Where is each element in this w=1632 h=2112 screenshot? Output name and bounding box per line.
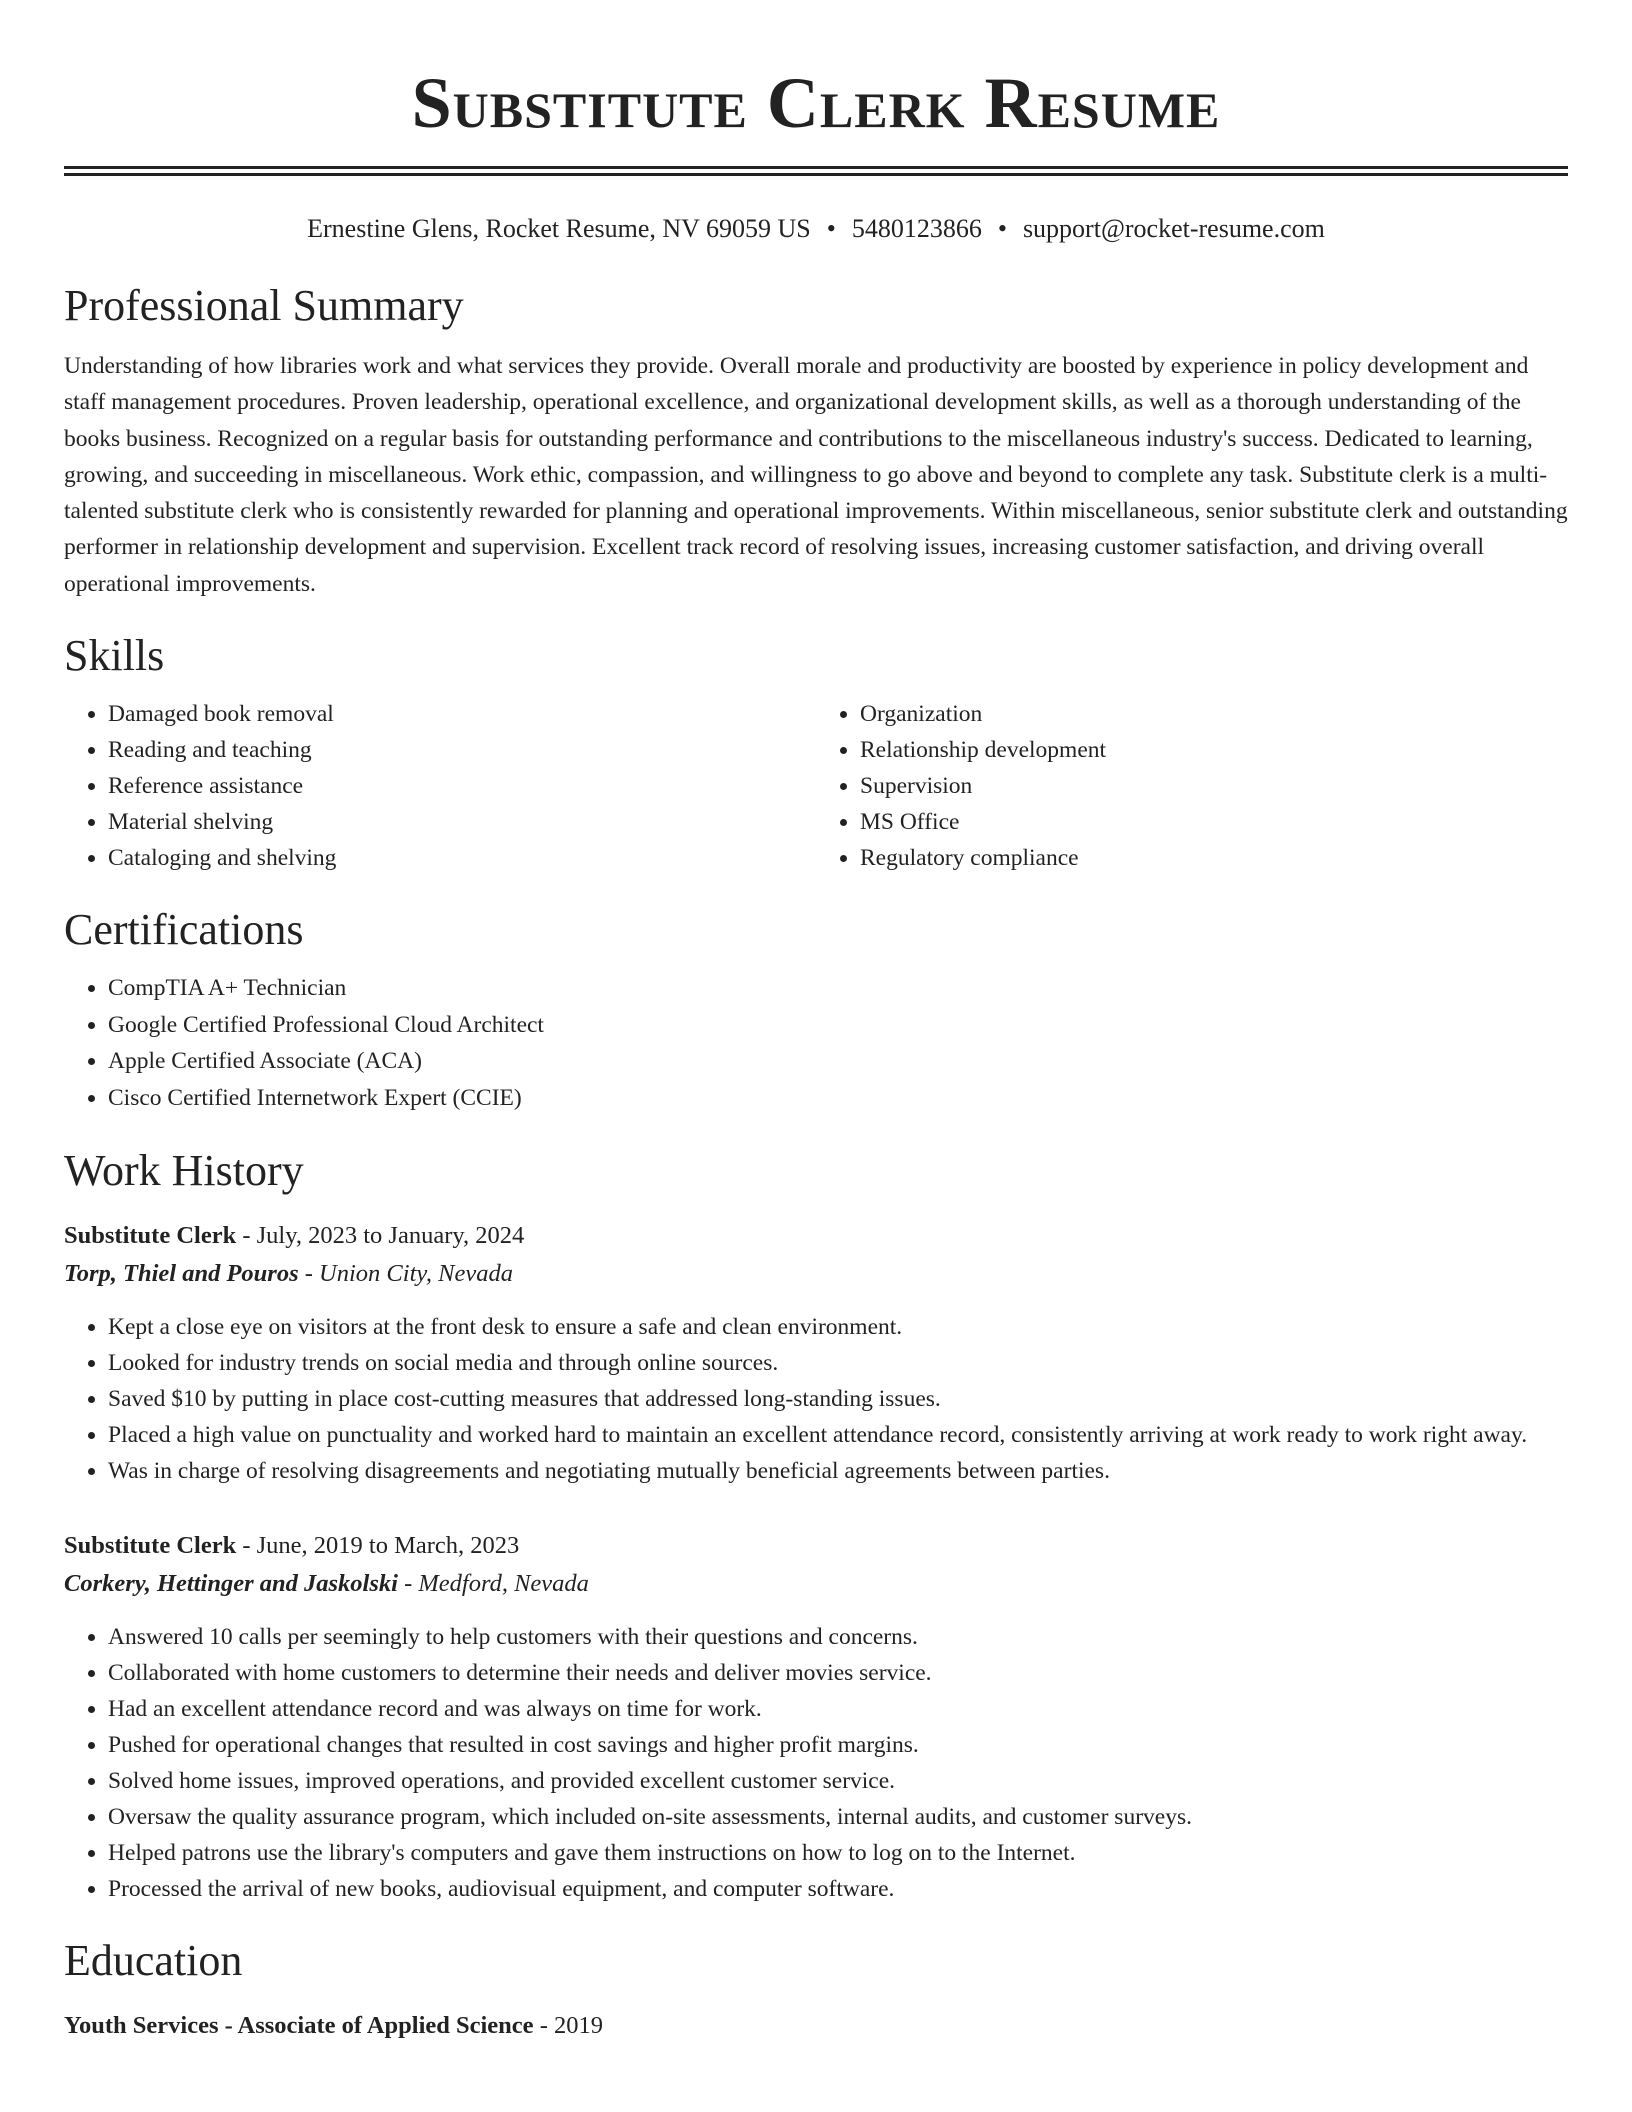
company-location: Medford, Nevada	[418, 1569, 589, 1597]
bullet-separator: •	[826, 214, 836, 243]
certification-item: • Apple Certified Associate (ACA)	[108, 1043, 1568, 1080]
certification-item: • Google Certified Professional Cloud Architect	[108, 1007, 1568, 1044]
company-location: Union City, Nevada	[319, 1259, 513, 1287]
job-duty-item: • Helped patrons use the library's computers and gave them instructions on how to log on to the Internet.	[108, 1835, 1568, 1871]
summary-text: Understanding of how libraries work and what services they provide. Overall morale and productivity are boosted by experience in policy development and staff management procedures. Proven leadership, operational excellence, and organizational development skills, as well as a thorough understanding of the books business. Recognized on a regular basis for outstanding performance and contributions to the miscellaneous industry's success. Dedicated to learning, growing, and succeeding in miscellaneous. Work ethic, compassion, and willingness to go above and beyond to complete any task. Substitute clerk is a multi-talented substitute clerk who is consistently rewarded for planning and operational improvements. Within miscellaneous, senior substitute clerk and outstanding performer in relationship development and supervision. Excellent track record of resolving issues, increasing customer satisfaction, and driving overall operational improvements.	[64, 353, 1568, 597]
job-title-line: Substitute Clerk - July, 2023 to January, 2024	[64, 1221, 525, 1249]
skill-item: • Cataloging and shelving	[108, 840, 816, 876]
skills-heading: Skills	[64, 631, 165, 681]
job-duty-item: • Was in charge of resolving disagreements and negotiating mutually beneficial agreements between parties.	[108, 1453, 1568, 1489]
job-dates: June, 2019 to March, 2023	[256, 1531, 520, 1559]
skill-item: • Reading and teaching	[108, 732, 816, 768]
skill-item: • Regulatory compliance	[860, 840, 1568, 876]
job-dates: July, 2023 to January, 2024	[256, 1221, 525, 1249]
skill-item: • Organization	[860, 696, 1568, 732]
education-heading: Education	[64, 1935, 243, 1985]
company-line: Torp, Thiel and Pouros - Union City, Nevada	[64, 1259, 513, 1287]
job-duties-list	[64, 1309, 1568, 1489]
job-duty-item: • Oversaw the quality assurance program, which included on-site assessments, internal audits, and customer surveys.	[108, 1799, 1568, 1835]
bullet-separator: •	[997, 214, 1007, 243]
graduation-year: 2019	[553, 2011, 603, 2039]
job-duty-item: • Solved home issues, improved operations, and provided excellent customer service.	[108, 1763, 1568, 1799]
job-duties-list	[64, 1619, 1568, 1907]
job-title: Substitute Clerk	[64, 1531, 237, 1559]
job-duty-item: • Placed a high value on punctuality and worked hard to maintain an excellent attendance record, consistently arriving at work ready to work right away.	[108, 1417, 1568, 1453]
education-entry: Youth Services - Associate of Applied Science - 2019	[64, 2011, 603, 2039]
certifications-heading: Certifications	[64, 905, 304, 955]
contact-line	[64, 212, 1568, 246]
certification-item: • CompTIA A+ Technician	[108, 970, 1568, 1007]
summary-heading: Professional Summary	[64, 281, 464, 330]
job-entry	[64, 1217, 1568, 1489]
degree-name: Youth Services - Associate of Applied Science	[64, 2011, 534, 2039]
company-name: Corkery, Hettinger and Jaskolski	[64, 1569, 398, 1597]
skill-item: • Reference assistance	[108, 768, 816, 804]
contact-address: Ernestine Glens, Rocket Resume, NV 69059 US	[307, 214, 811, 243]
contact-phone: 5480123866	[851, 214, 982, 243]
job-duty-item: • Answered 10 calls per seemingly to help customers with their questions and concerns.	[108, 1619, 1568, 1655]
skills-grid	[64, 696, 1568, 876]
skill-item: • Material shelving	[108, 804, 816, 840]
skill-item: • MS Office	[860, 804, 1568, 840]
contact-email: support@rocket-resume.com	[1022, 214, 1325, 243]
job-duty-item: • Pushed for operational changes that resulted in cost savings and higher profit margins.	[108, 1727, 1568, 1763]
job-duty-item: • Looked for industry trends on social media and through online sources.	[108, 1345, 1568, 1381]
work-history-heading: Work History	[64, 1145, 304, 1195]
skills-list-left	[64, 696, 816, 876]
resume-title: Substitute Clerk Resume	[411, 63, 1221, 143]
skill-item: • Damaged book removal	[108, 696, 816, 732]
skill-item: • Supervision	[860, 768, 1568, 804]
title-double-rule	[64, 166, 1568, 176]
company-line: Corkery, Hettinger and Jaskolski - Medford, Nevada	[64, 1569, 589, 1597]
job-duty-item: • Kept a close eye on visitors at the front desk to ensure a safe and clean environment.	[108, 1309, 1568, 1345]
job-duty-item: • Saved $10 by putting in place cost-cutting measures that addressed long-standing issues.	[108, 1381, 1568, 1417]
job-duty-item: • Processed the arrival of new books, audiovisual equipment, and computer software.	[108, 1871, 1568, 1907]
skill-item: • Relationship development	[860, 732, 1568, 768]
job-title: Substitute Clerk	[64, 1221, 237, 1249]
job-title-line: Substitute Clerk - June, 2019 to March, 2023	[64, 1531, 520, 1559]
skills-list-right	[816, 696, 1568, 876]
job-entry	[64, 1527, 1568, 1907]
certifications-list	[64, 970, 1568, 1117]
job-duty-item: • Collaborated with home customers to determine their needs and deliver movies service.	[108, 1655, 1568, 1691]
company-name: Torp, Thiel and Pouros	[64, 1259, 299, 1287]
certification-item: • Cisco Certified Internetwork Expert (CCIE)	[108, 1080, 1568, 1117]
job-duty-item: • Had an excellent attendance record and was always on time for work.	[108, 1691, 1568, 1727]
